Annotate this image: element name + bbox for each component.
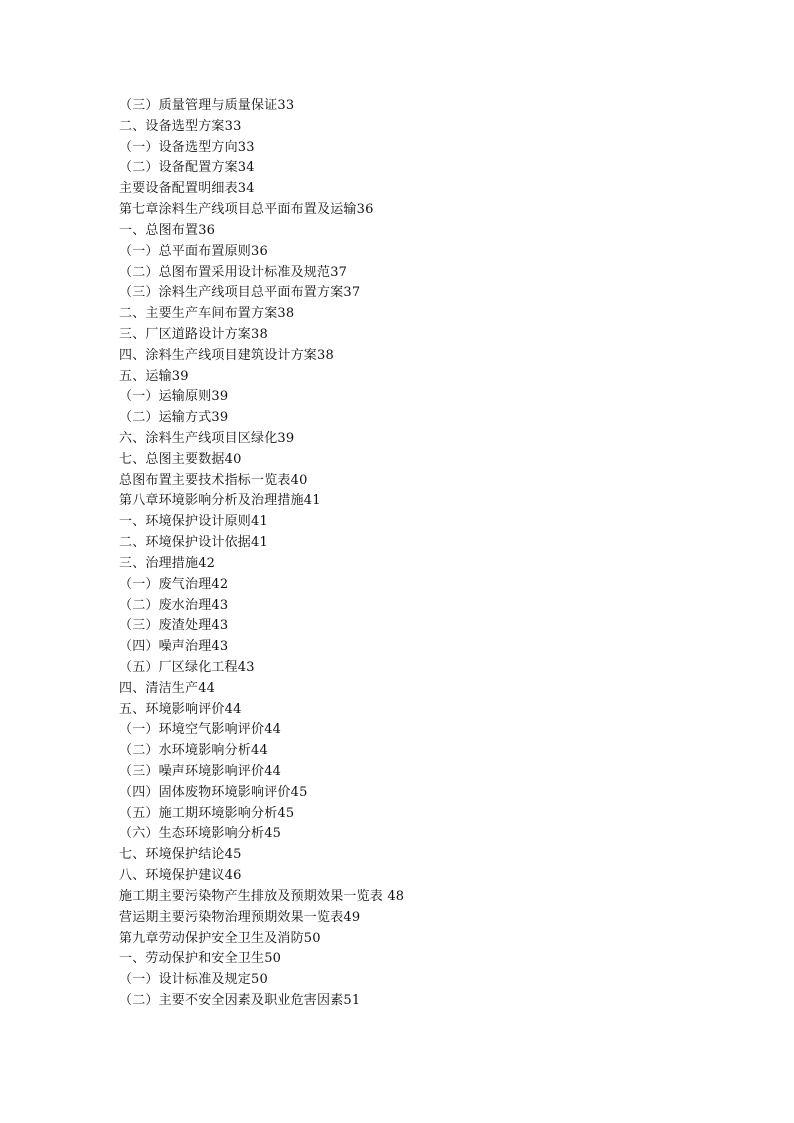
toc-entry[interactable]: 二、环境保护设计依据41 <box>119 535 268 551</box>
toc-entry[interactable]: 六、涂料生产线项目区绿化39 <box>119 431 295 446</box>
toc-entry[interactable]: 一、环境保护设计原则41 <box>119 514 268 530</box>
toc-entry[interactable]: （四）固体废物环境影响评价45 <box>119 784 308 800</box>
toc-entry[interactable]: （三）质量管理与质量保证33 <box>119 98 295 113</box>
toc-entry[interactable]: 一、劳动保护和安全卫生50 <box>119 951 282 967</box>
toc-entry[interactable]: （二）运输方式39 <box>119 410 229 426</box>
toc-entry[interactable]: （二）水环境影响分析44 <box>119 743 268 759</box>
toc-entry[interactable]: （一）运输原则39 <box>119 389 229 405</box>
toc-entry[interactable]: （六）生态环境影响分析45 <box>119 826 282 842</box>
toc-entry[interactable]: 二、主要生产车间布置方案38 <box>119 306 295 322</box>
toc-entry[interactable]: （一）设备选型方向33 <box>119 139 255 155</box>
toc-entry[interactable]: 总图布置主要技术指标一览表40 <box>119 472 308 488</box>
toc-entry[interactable]: （一）总平面布置原则36 <box>119 243 268 259</box>
toc-entry[interactable]: 四、清洁生产44 <box>119 680 216 696</box>
toc-chapter-entry[interactable]: 第八章环境影响分析及治理措施41 <box>119 493 321 509</box>
table-of-contents <box>119 96 759 1012</box>
toc-entry[interactable]: 四、涂料生产线项目建筑设计方案38 <box>119 347 334 363</box>
toc-entry[interactable]: （三）噪声环境影响评价44 <box>119 764 282 779</box>
toc-chapter-entry[interactable]: 第九章劳动保护安全卫生及消防50 <box>119 930 321 946</box>
toc-entry[interactable]: （二）主要不安全因素及职业危害因素51 <box>119 992 361 1008</box>
toc-entry[interactable]: 五、运输39 <box>119 368 189 384</box>
toc-entry[interactable]: 一、总图布置36 <box>119 222 216 238</box>
toc-entry[interactable]: 三、治理措施42 <box>119 555 216 571</box>
toc-entry[interactable]: （四）噪声治理43 <box>119 639 229 655</box>
toc-entry[interactable]: （一）设计标准及规定50 <box>119 972 268 988</box>
toc-entry[interactable]: （二）废水治理43 <box>119 597 229 613</box>
toc-entry[interactable]: （一）废气治理42 <box>119 576 229 592</box>
toc-entry[interactable]: 五、环境影响评价44 <box>119 701 242 717</box>
toc-entry[interactable]: 施工期主要污染物产生排放及预期效果一览表 48 <box>119 888 405 904</box>
toc-entry[interactable]: （二）设备配置方案34 <box>119 160 255 176</box>
toc-entry[interactable]: 主要设备配置明细表34 <box>119 181 255 197</box>
toc-entry[interactable]: （三）涂料生产线项目总平面布置方案37 <box>119 285 361 301</box>
toc-entry[interactable]: 七、环境保护结论45 <box>119 847 242 863</box>
toc-entry[interactable]: （一）环境空气影响评价44 <box>119 722 282 738</box>
toc-entry[interactable]: （三）废渣处理43 <box>119 618 229 634</box>
toc-entry[interactable]: （五）厂区绿化工程43 <box>119 659 255 675</box>
toc-chapter-entry[interactable]: 第七章涂料生产线项目总平面布置及运输36 <box>119 202 374 218</box>
toc-entry[interactable]: 三、厂区道路设计方案38 <box>119 326 268 342</box>
toc-entry[interactable]: 七、总图主要数据40 <box>119 451 242 467</box>
toc-entry[interactable]: 八、环境保护建议46 <box>119 868 242 884</box>
toc-entry[interactable]: （五）施工期环境影响分析45 <box>119 805 295 821</box>
toc-entry[interactable]: 营运期主要污染物治理预期效果一览表49 <box>119 909 361 925</box>
toc-entry[interactable]: 二、设备选型方案33 <box>119 118 242 134</box>
toc-entry[interactable]: （二）总图布置采用设计标准及规范37 <box>119 264 348 280</box>
